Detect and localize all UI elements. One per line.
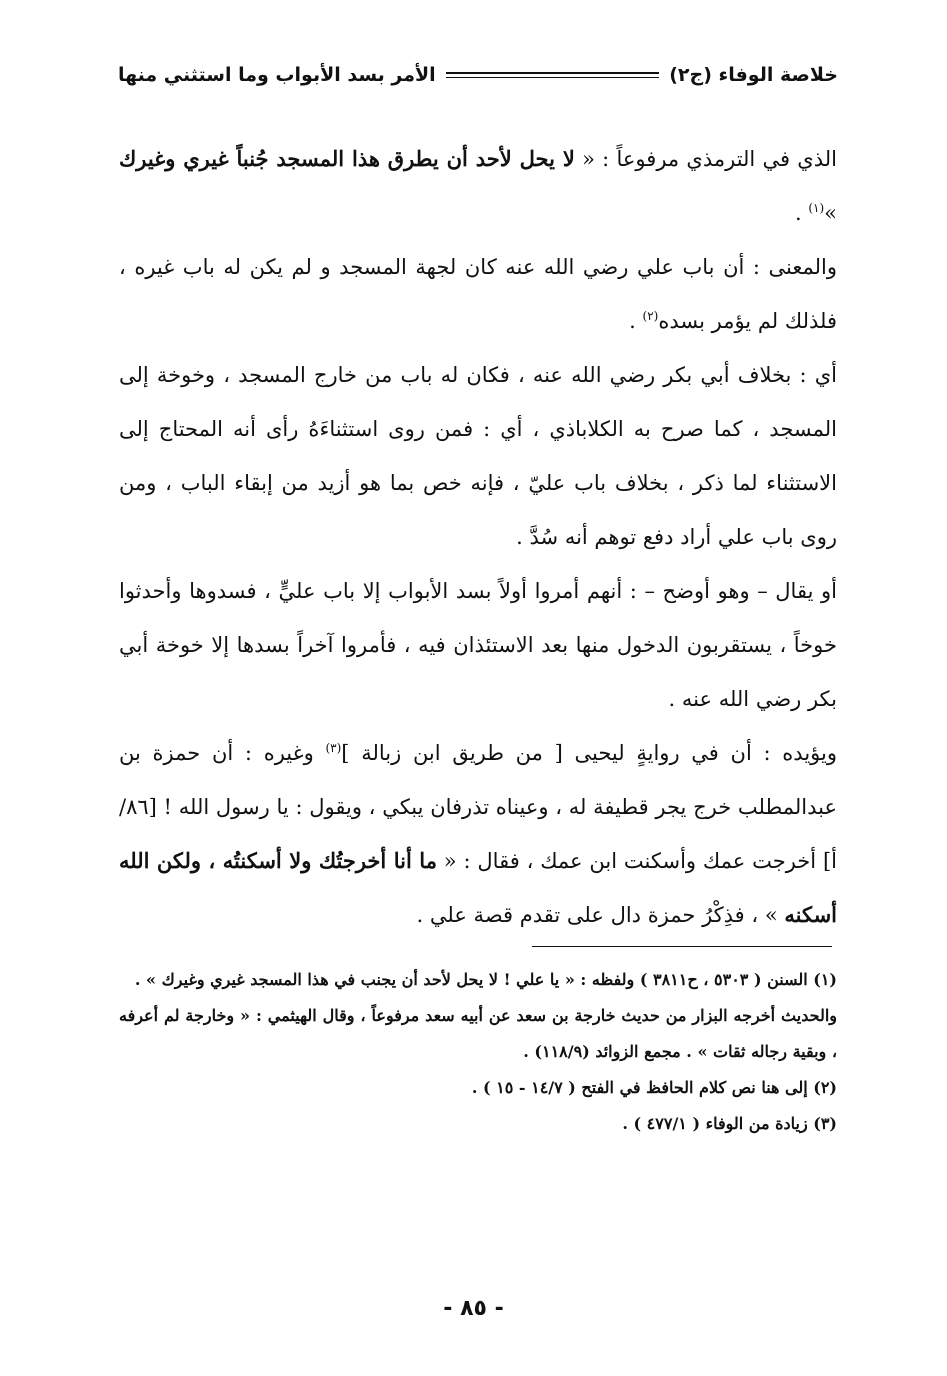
paragraph-text: » (824, 201, 837, 225)
paragraph-text: أو يقال – وهو أوضح – : أنهم أمروا أولاً بسد الأبواب إلا باب عليٍّ ، فسدوها وأحدثوا خوخاً ، يستقربون الدخول منها بعد الاستئذان فيه ، فأمروا آخراً بسدها إلا خوخة أبي بكر رضي الله عنه . (119, 579, 837, 711)
header-rule (446, 72, 660, 78)
hadith-quote: لا يحل لأحد أن يطرق هذا المسجد جُنباً غيري وغيرك (119, 146, 575, 171)
footnote-item: (١) السنن ( ٥٣٠٣ ، ح٣٨١١ ) ولفظه : « يا علي ! لا يحل لأحد أن يجنب في هذا المسجد غيري وغيرك » . (134, 970, 837, 989)
paragraph-text: الذي في الترمذي مرفوعاً : « (574, 147, 838, 171)
footnote-item: (٣) زيادة من الوفاء ( ٤٧٧/١ ) . (622, 1114, 837, 1133)
footnote-item: والحديث أخرجه البزار من حديث خارجة بن سعد عن أبيه سعد مرفوعاً ، وقال الهيثمي : « وخارجة لم أعرفه ، وبقية رجاله ثقات » . مجمع الزوائد (١١٨/٩) . (119, 1006, 837, 1061)
paragraph-text: » ، فذِكْرُ حمزة دال على تقدم قصة علي . (416, 903, 785, 927)
paragraph (119, 348, 837, 564)
hadith-quote: ما أنا أخرجتُك ولا أسكنتُه ، ولكن الله أسكنه (119, 848, 837, 927)
footnote-marker: (١) (808, 201, 825, 215)
paragraph-text: والمعنى : أن باب علي رضي الله عنه كان لجهة المسجد و لم يكن له باب غيره ، فلذلك لم يؤمر بسده (119, 255, 837, 333)
paragraph (119, 240, 837, 348)
paragraph (119, 132, 837, 240)
footnote-item: (٢) إلى هنا نص كلام الحافظ في الفتح ( ١٤/٧ - ١٥ ) . (471, 1078, 837, 1097)
paragraph (119, 726, 837, 942)
paragraph-text: وغيره : أن حمزة بن عبدالمطلب خرج يجر قطيفة له ، وعيناه تذرفان يبكي ، ويقول : يا رسول الله ! [٨٦/أ] أخرجت عمك وأسكنت ابن عمك ، فقال : « (119, 741, 837, 873)
chapter-title: الأمر بسد الأبواب وما استثني منها (118, 64, 436, 86)
footnote-separator (532, 946, 832, 947)
footnote-marker: (٢) (642, 309, 659, 323)
footnotes (119, 962, 837, 1142)
paragraph-text: أي : بخلاف أبي بكر رضي الله عنه ، فكان له باب من خارج المسجد ، وخوخة إلى المسجد ، كما صرح به الكلاباذي ، أي : فمن روى استثناءَهُ رأى أنه المحتاج إلى الاستثناء لما ذكر ، بخلاف باب عليّ ، فإنه خص بما هو أزيد من إبقاء الباب ، ومن روى باب علي أراد دفع توهم أنه سُدَّ . (119, 363, 837, 549)
paragraph-text: ويؤيده : أن في روايةٍ ليحيى [ من طريق ابن زبالة ] (341, 741, 837, 765)
paragraph-text: . (629, 309, 643, 333)
page-number: - ٨٥ - (443, 1296, 504, 1321)
running-header (118, 58, 838, 92)
paragraph-text: . (794, 201, 809, 225)
book-title: خلاصة الوفاء (ج٢) (669, 64, 838, 86)
paragraph (119, 564, 837, 726)
footnote-marker: (٣) (325, 741, 342, 755)
main-text (119, 132, 837, 942)
